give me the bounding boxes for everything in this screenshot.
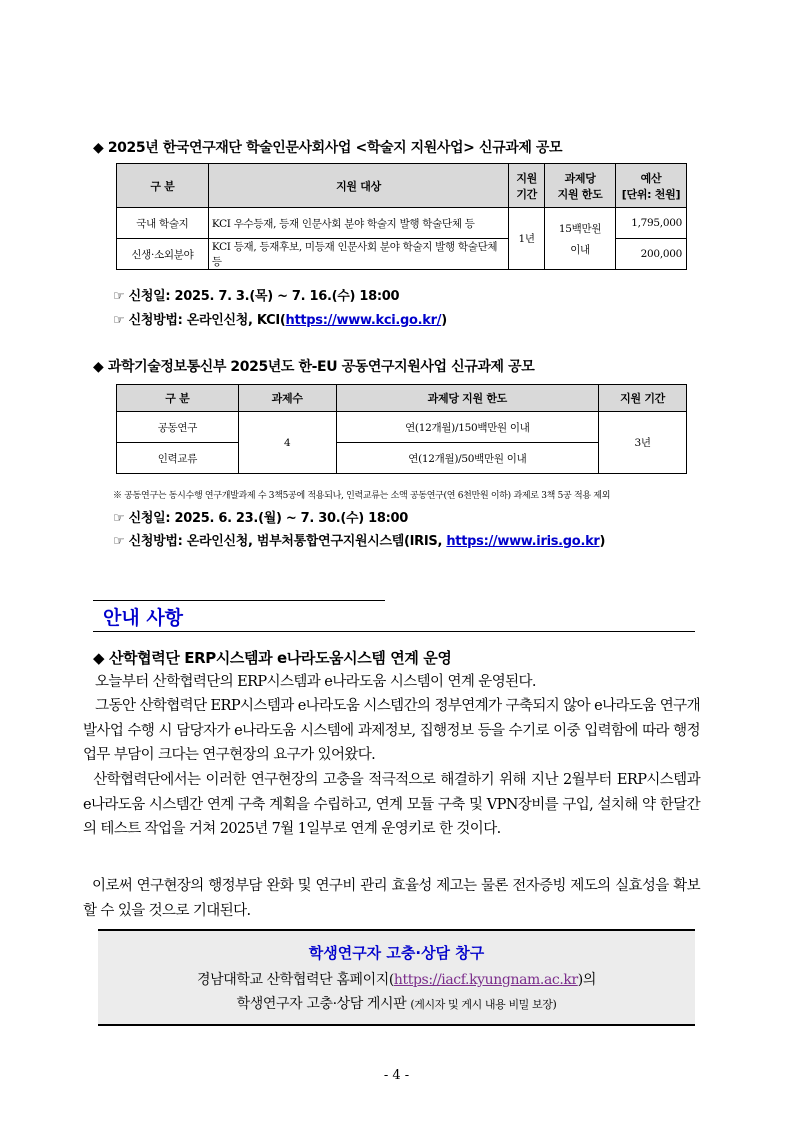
header-period-line1: 지원 (516, 171, 537, 185)
period-cell: 1년 (509, 208, 545, 270)
notice-line2-small: (게시자 및 게시 내용 비밀 보장) (410, 998, 557, 1011)
header-budget-line1: 예산 (640, 171, 662, 185)
row-limit: 연(12개월)/50백만원 이내 (336, 443, 599, 474)
section2-note: ※ 공동연구는 동시수행 연구개발과제 수 3책5공에 적용되나, 인력교류는 소액 공동연구(연 6천만원 이하) 과제로 3책 5공 적용 제외 (113, 491, 611, 501)
header-category: 구 분 (117, 164, 209, 208)
limit-line2: 이내 (570, 243, 590, 256)
notice-line1-suffix: )의 (577, 972, 596, 988)
page-number: - 4 - (383, 1068, 410, 1083)
heading-bottom-rule (93, 631, 695, 632)
apply-method-suffix: ) (599, 534, 606, 549)
header-limit-line1: 과제당 (564, 171, 596, 185)
notice-title: 학생연구자 고충·상담 창구 (308, 944, 485, 962)
table-header-row (117, 164, 687, 208)
row-category: 인력교류 (117, 443, 239, 474)
table-header-row (117, 385, 687, 412)
apply-method-text: ☞ 신청방법: 온라인신청, KCI( (113, 313, 286, 328)
header-limit-line2: 지원 한도 (557, 187, 603, 201)
apply-method-text: ☞ 신청방법: 온라인신청, 범부처통합연구지원시스템(IRIS, (113, 534, 447, 549)
notice-line1-text: 경남대학교 산학협력단 홈페이지( (197, 972, 394, 988)
guide-heading: 안내 사항 (103, 607, 184, 629)
row-category: 신생·소외분야 (117, 239, 209, 270)
period-cell: 3년 (599, 412, 687, 474)
count-cell: 4 (238, 412, 336, 474)
header-limit (545, 164, 616, 208)
notice-line2-text: 학생연구자 고충·상담 게시판 (236, 996, 411, 1012)
notice-line2 (98, 993, 695, 1013)
header-budget (615, 164, 686, 208)
row-budget: 200,000 (615, 239, 686, 270)
table-row (117, 208, 687, 239)
row-category: 국내 학술지 (117, 208, 209, 239)
guide-paragraph: 오늘부터 산학협력단의 ERP시스템과 e나라도움 시스템이 연계 운영된다. (83, 674, 536, 690)
apply-method-suffix: ) (441, 313, 447, 328)
header-target: 지원 대상 (208, 164, 508, 208)
section1-title: ◆ 2025년 한국연구재단 학술인문사회사업 <학술지 지원사업> 신규과제 공모 (93, 140, 563, 156)
row-category: 공동연구 (117, 412, 239, 443)
row-limit: 연(12개월)/150백만원 이내 (336, 412, 599, 443)
eu-joint-research-table (116, 384, 687, 474)
guide-paragraph: 이로써 연구현장의 행정부담 완화 및 연구비 관리 효율성 제고는 물론 전자증빙 제도의 실효성을 확보할 수 있을 것으로 기대된다. (83, 878, 700, 919)
kci-support-table (116, 163, 687, 270)
section1-apply-date: ☞ 신청일: 2025. 7. 3.(목) ~ 7. 16.(수) 18:00 (113, 289, 400, 304)
row-target: KCI 등재, 등재후보, 미등재 인문사회 분야 학술지 발행 학술단체 등 (208, 239, 508, 270)
row-target: KCI 우수등재, 등재 인문사회 분야 학술지 발행 학술단체 등 (208, 208, 508, 239)
guide-paragraph: 산학협력단에서는 이러한 연구현장의 고충을 적극적으로 해결하기 위해 지난 2월부터 ERP시스템과 e나라도움 시스템간 연계 구축 계획을 수립하고, 연계 모듈 구축 및 VPN장비를 구입, 설치해 약 한달간의 테스트 작업을 거쳐 2025년 7월 1일부로 연계 운영키로 한 것이다. (83, 772, 700, 837)
header-count: 과제수 (238, 385, 336, 412)
guide-subtitle: ◆ 산학협력단 ERP시스템과 e나라도움시스템 연계 운영 (93, 649, 452, 667)
notice-line1 (98, 969, 695, 989)
student-counsel-notice (98, 929, 695, 1026)
section2-apply-method (113, 530, 605, 549)
header-period: 지원 기간 (599, 385, 687, 412)
header-limit: 과제당 지원 한도 (336, 385, 599, 412)
header-period-line2: 기간 (516, 187, 537, 201)
section2-title: ◆ 과학기술정보통신부 2025년도 한-EU 공동연구지원사업 신규과제 공모 (93, 359, 535, 375)
section2-apply-date: ☞ 신청일: 2025. 6. 23.(월) ~ 7. 30.(수) 18:00 (113, 511, 409, 526)
header-period (509, 164, 545, 208)
iacf-link[interactable]: https://iacf.kyungnam.ac.kr (393, 972, 578, 988)
section1-apply-method (113, 309, 447, 328)
row-budget: 1,795,000 (615, 208, 686, 239)
heading-top-rule (93, 600, 385, 601)
limit-cell (545, 208, 616, 270)
header-budget-line2: [단위: 천원] (621, 187, 681, 201)
guide-paragraph: 그동안 산학협력단 ERP시스템과 e나라도움 시스템간의 정부연계가 구축되지 않아 e나라도움 연구개발사업 수행 시 담당자가 e나라도움 시스템에 과제정보, 집행정보 등을 수기로 이중 입력함에 따라 행정업무 부담이 크다는 연구현장의 요구가 있어왔다. (83, 698, 700, 763)
iris-link[interactable]: https://www.iris.go.kr (446, 534, 600, 549)
header-category: 구 분 (117, 385, 239, 412)
table-row (117, 412, 687, 443)
kci-link[interactable]: https://www.kci.go.kr/ (285, 313, 442, 328)
limit-line1: 15백만원 (558, 222, 602, 235)
